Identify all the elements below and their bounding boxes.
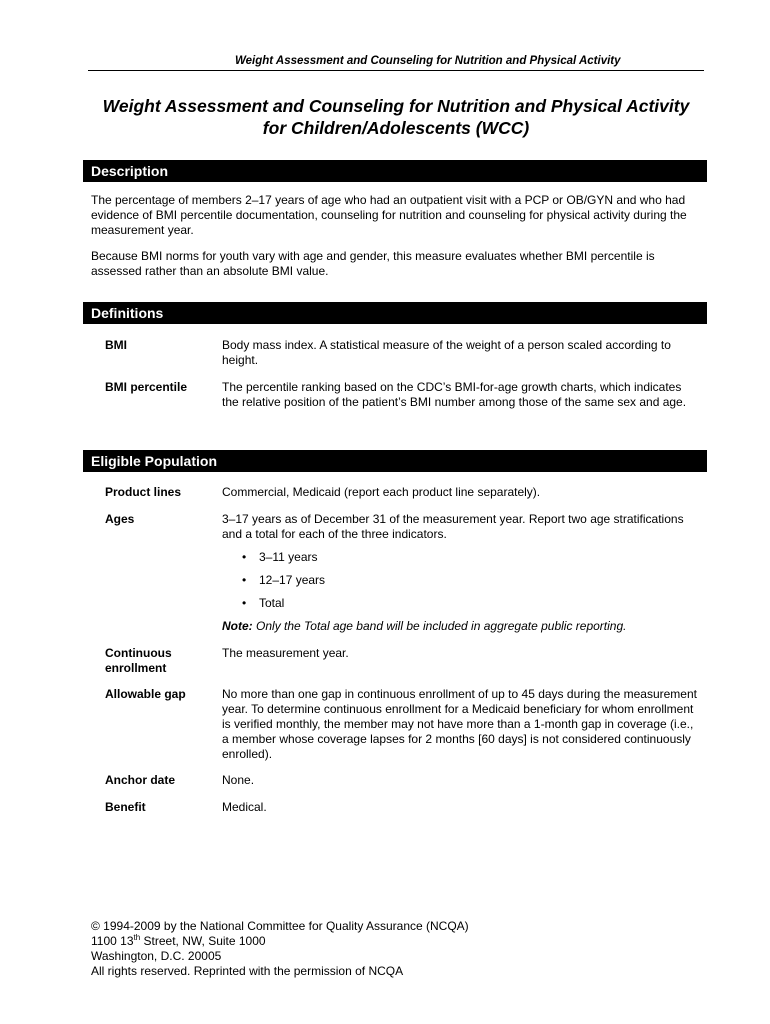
copyright-footer xyxy=(91,919,469,979)
anchor-date-term: Anchor date xyxy=(105,773,176,787)
continuous-enrollment-term: Continuous enrollment xyxy=(105,646,172,675)
title-line-1: Weight Assessment and Counseling for Nutrition and Physical Activity xyxy=(102,96,690,116)
footer-city-line: Washington, D.C. 20005 xyxy=(91,949,222,963)
description-paragraph-1: The percentage of members 2–17 years of age who had an outpatient visit with a PCP or OB/GYN and who had evidence of BMI percentile documentation, counseling for nutrition and counseling for physical activity during the measurement year. xyxy=(91,193,687,237)
footer-address-line xyxy=(91,934,469,949)
footer-street-rest: Street, NW, Suite 1000 xyxy=(140,934,266,948)
benefit-value: Medical. xyxy=(222,800,267,814)
aggregate-reporting-note xyxy=(222,619,627,633)
section-heading-description: Description xyxy=(83,160,707,182)
description-paragraph-2: Because BMI norms for youth vary with age and gender, this measure evaluates whether BMI percentile is assessed rather than an absolute BMI value. xyxy=(91,249,655,278)
note-label: Note: xyxy=(222,619,253,633)
continuous-enrollment-value: The measurement year. xyxy=(222,646,349,660)
footer-rights-line: All rights reserved. Reprinted with the permission of NCQA xyxy=(91,964,404,978)
footer-ordinal-suffix: th xyxy=(133,933,141,942)
allowable-gap-value: No more than one gap in continuous enrollment of up to 45 days during the measurement year. To determine continuous enrollment for a Medicaid beneficiary for whom enrollment is verified monthly, the member may not have more than a 1-month gap in coverage (i.e., a member whose coverage lapses for 2 months [60 days] is not considered continuously enrolled). xyxy=(222,687,697,761)
product-lines-term: Product lines xyxy=(105,485,182,499)
definition-term-bmi: BMI xyxy=(105,338,127,352)
definition-text-bmi: Body mass index. A statistical measure of the weight of a person scaled according to height. xyxy=(222,338,671,367)
section-heading-definitions: Definitions xyxy=(83,302,707,324)
age-band-item: • 12–17 years xyxy=(222,573,325,596)
definition-text-bmi-percentile: The percentile ranking based on the CDC’s BMI-for-age growth charts, which indicates the relative position of the patient’s BMI number among those of the same sex and age. xyxy=(222,380,687,409)
header-rule xyxy=(88,70,704,71)
ages-term: Ages xyxy=(105,512,135,526)
anchor-date-value: None. xyxy=(222,773,255,787)
definition-term-bmi-percentile: BMI percentile xyxy=(105,380,188,394)
age-band-list xyxy=(222,550,325,619)
footer-street-number: 1100 13 xyxy=(91,934,134,948)
section-heading-eligible-population: Eligible Population xyxy=(83,450,707,472)
title-line-2: for Children/Adolescents (WCC) xyxy=(262,118,530,138)
footer-copyright-line: © 1994-2009 by the National Committee for Quality Assurance (NCQA) xyxy=(91,919,469,933)
product-lines-value: Commercial, Medicaid (report each product line separately). xyxy=(222,485,541,499)
age-band-item: • 3–11 years xyxy=(222,550,325,573)
ages-value: 3–17 years as of December 31 of the measurement year. Report two age stratifications and a total for each of the three indicators. xyxy=(222,512,684,541)
allowable-gap-term: Allowable gap xyxy=(105,687,186,701)
note-text: Only the Total age band will be included in aggregate public reporting. xyxy=(256,619,627,633)
document-title xyxy=(88,95,704,139)
age-band-item: • Total xyxy=(222,596,325,619)
running-header: Weight Assessment and Counseling for Nutrition and Physical Activity xyxy=(235,55,621,67)
benefit-term: Benefit xyxy=(105,800,146,814)
